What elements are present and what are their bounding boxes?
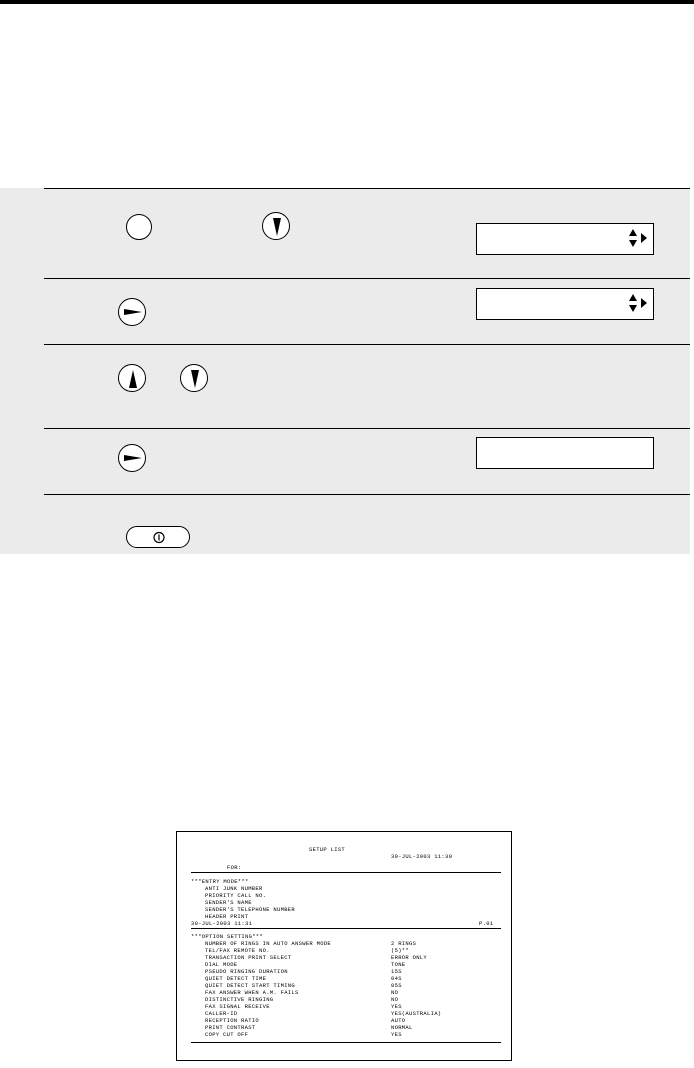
printout-rule: [191, 872, 501, 873]
option-label: NUMBER OF RINGS IN AUTO ANSWER MODE: [205, 940, 332, 947]
setup-list-printout: [176, 831, 512, 1061]
up-arrow-icon: [119, 365, 147, 393]
option-value: TONE: [391, 961, 406, 968]
lcd-display: [476, 223, 654, 255]
step-divider: [44, 428, 690, 429]
option-label: PSEUDO RINGING DURATION: [205, 968, 288, 975]
entry-mode-heading: ***ENTRY MODE***: [191, 878, 249, 885]
option-label: RECEPTION RATIO: [205, 1017, 260, 1024]
option-label: TEL/FAX REMOTE NO.: [205, 947, 270, 954]
option-label: CALLER-ID: [205, 1010, 238, 1017]
option-value: YES(AUSTRALIA): [391, 1010, 442, 1017]
start-key[interactable]: [126, 526, 190, 548]
setup-list-title: SETUP LIST: [309, 846, 346, 853]
option-value: ERROR ONLY: [391, 954, 428, 961]
printout-rule: [191, 928, 501, 929]
option-label: DISTINCTIVE RINGING: [205, 996, 274, 1003]
setup-list-for-label: FOR:: [227, 864, 242, 871]
option-row: [205, 975, 505, 982]
up-down-right-arrows-icon: [628, 292, 650, 314]
step-divider: [44, 188, 690, 189]
option-setting-heading: ***OPTION SETTING***: [191, 933, 264, 940]
option-label: FAX ANSWER WHEN A.M. FAILS: [205, 989, 299, 996]
right-arrow-icon: [119, 299, 147, 327]
right-arrow-icon: [119, 445, 147, 473]
option-value: 05S: [391, 982, 402, 989]
step-divider: [44, 278, 690, 279]
down-arrow-key[interactable]: [262, 212, 290, 240]
option-value: 2 RINGS: [391, 940, 417, 947]
option-value: YES: [391, 1003, 402, 1010]
step-divider: [44, 494, 690, 495]
entry-item: SENDER'S NAME: [205, 899, 252, 906]
option-row: [205, 954, 505, 961]
right-arrow-key[interactable]: [118, 298, 146, 326]
option-label: COPY CUT OFF: [205, 1031, 249, 1038]
option-row: [205, 968, 505, 975]
option-value: 04S: [391, 975, 402, 982]
function-key[interactable]: [126, 214, 152, 240]
option-label: QUIET DETECT START TIMING: [205, 982, 296, 989]
option-label: DIAL MODE: [205, 961, 238, 968]
option-value: NO: [391, 996, 399, 1003]
option-row: [205, 940, 505, 947]
option-row: [205, 1024, 505, 1031]
option-value: 15S: [391, 968, 402, 975]
option-row: [205, 996, 505, 1003]
option-value: (5)**: [391, 947, 410, 954]
option-row: [205, 982, 505, 989]
top-rule: [0, 0, 694, 4]
up-down-right-arrows-icon: [628, 227, 650, 249]
right-arrow-key[interactable]: [118, 444, 146, 472]
start-icon: [127, 527, 191, 549]
option-value: YES: [391, 1031, 402, 1038]
down-arrow-icon: [263, 213, 291, 241]
step-divider: [44, 344, 690, 345]
lcd-display: [476, 437, 654, 469]
down-arrow-icon: [181, 365, 209, 393]
option-row: [205, 1017, 505, 1024]
option-label: FAX SIGNAL RECEIVE: [205, 1003, 270, 1010]
setup-list-datetime: 30-JUL-2003 11:30: [391, 853, 453, 860]
option-row: [205, 1031, 505, 1038]
option-label: PRINT CONTRAST: [205, 1024, 256, 1031]
lcd-display: [476, 288, 654, 320]
entry-item: HEADER PRINT: [205, 913, 249, 920]
option-label: TRANSACTION PRINT SELECT: [205, 954, 292, 961]
down-arrow-key[interactable]: [180, 364, 208, 392]
page-number: P.01: [479, 920, 494, 927]
entry-item: ANTI JUNK NUMBER: [205, 885, 263, 892]
printout-rule: [191, 1042, 501, 1043]
up-arrow-key[interactable]: [118, 364, 146, 392]
option-row: [205, 1003, 505, 1010]
entry-item: SENDER'S TELEPHONE NUMBER: [205, 906, 296, 913]
option-row: [205, 961, 505, 968]
option-label: QUIET DETECT TIME: [205, 975, 267, 982]
option-value: NO: [391, 989, 399, 996]
option-value: NORMAL: [391, 1024, 413, 1031]
option-row: [205, 1010, 505, 1017]
entry-item: PRIORITY CALL NO.: [205, 892, 267, 899]
option-value: AUTO: [391, 1017, 406, 1024]
option-row: [205, 947, 505, 954]
footer-datetime: 30-JUL-2003 11:31: [191, 920, 253, 927]
option-row: [205, 989, 505, 996]
